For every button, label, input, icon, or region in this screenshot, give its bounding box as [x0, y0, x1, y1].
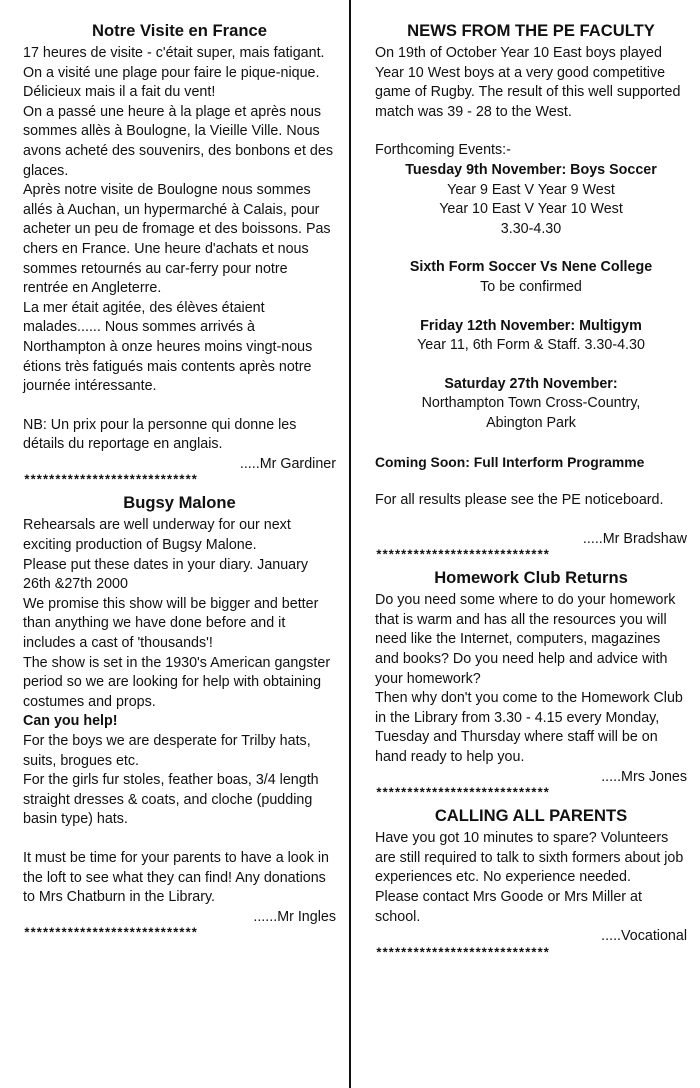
pe-event-title: Sixth Form Soccer Vs Nene College: [409, 259, 653, 276]
homework-paragraph: Do you need some where to do your homework that is warm and has all the resources you will need like the Internet, computers, magazines and books? Do you need help and advice with your homework?: [375, 592, 676, 687]
pe-event-line: Year 10 East V Year 10 West: [439, 201, 623, 218]
visite-paragraph: La mer était agitée, des élèves étaient malades...... Nous sommes arrivés à Northampton à onze heures moins vingt-nous étions très fatigués mais contents après notre journée intéressante.: [23, 299, 313, 395]
bugsy-title: Bugsy Malone: [123, 493, 236, 513]
visite-paragraph: Après notre visite de Boulogne nous sommes allés à Auchan, un hypermarché à Calais, pour acheter un peu de fromage et des boissons. Pas chers en France. Une heure d'achats et nous sommes retournés au car-ferry pour notre rentrée en Angleterre.: [23, 182, 331, 297]
visite-signature: .....Mr Gardiner: [239, 455, 336, 472]
visite-nb: NB: Un prix pour la personne qui donne les détails du reportage en anglais.: [23, 416, 297, 453]
visite-paragraph: On a passé une heure à la plage et après nous sommes allès à Boulogne, la Vieille Ville. Nous avons acheté des souvenirs, des bonbons et des glaces.: [23, 103, 333, 179]
bugsy-closing: It must be time for your parents to have a look in the loft to see what they can find! Any donations to Mrs Chatburn in the Library.: [23, 849, 329, 906]
parents-paragraph: Please contact Mrs Goode or Mrs Miller at school.: [375, 889, 642, 925]
parents-paragraph: Have you got 10 minutes to spare? Volunteers are still required to talk to sixth formers about job experiences etc. No experience needed.: [375, 830, 684, 886]
star-divider: ****************************: [23, 474, 197, 489]
pe-results: For all results please see the PE noticeboard.: [375, 492, 664, 509]
bugsy-paragraph: The show is set in the 1930's American gangster period so we are looking for help with obtaining costumes and props.: [23, 654, 331, 710]
parents-signature: .....Vocational: [601, 928, 687, 945]
star-divider: ****************************: [375, 787, 549, 802]
pe-intro: On 19th of October Year 10 East boys played Year 10 West boys at a very good competitive game of Rugby. The result of this well supported match was 39 - 28 to the West.: [375, 45, 681, 120]
pe-event-title: Friday 12th November: Multigym: [420, 317, 642, 334]
star-divider: ****************************: [375, 549, 549, 564]
pe-coming-soon: Coming Soon: Full Interform Programme: [375, 453, 645, 470]
parents-title: CALLING ALL PARENTS: [434, 806, 628, 826]
pe-event-line: Year 11, 6th Form & Staff. 3.30-4.30: [417, 337, 645, 354]
bugsy-paragraph: Rehearsals are well underway for our next exciting production of Bugsy Malone.: [23, 517, 291, 554]
pe-event-line: Abington Park: [486, 414, 576, 431]
pe-signature: .....Mr Bradshaw: [582, 530, 687, 547]
pe-event-line: 3.30-4.30: [500, 220, 562, 237]
pe-title: NEWS FROM THE PE FACULTY: [407, 21, 655, 40]
pe-event-title: Tuesday 9th November: Boys Soccer: [405, 161, 657, 178]
homework-paragraph: Then why don't you come to the Homework Club in the Library from 3.30 - 4.15 every Monday, Tuesday and Thursday where staff will be on hand ready to help you.: [375, 690, 683, 766]
bugsy-can-help: Can you help!: [23, 713, 118, 730]
bugsy-paragraph: For the boys we are desperate for Trilby hats, suits, brogues etc.: [23, 733, 311, 769]
star-divider: ****************************: [23, 927, 197, 942]
star-divider: ****************************: [375, 946, 549, 961]
right-column: [375, 8, 687, 961]
left-column: [23, 8, 336, 941]
homework-signature: .....Mrs Jones: [601, 768, 687, 785]
bugsy-paragraph: We promise this show will be bigger and better than anything we have done before and it includes a cast of 'thousands'!: [23, 595, 319, 652]
pe-event-line: Year 9 East V Year 9 West: [447, 181, 615, 198]
pe-event-line: To be confirmed: [480, 278, 582, 295]
bugsy-paragraph: For the girls fur stoles, feather boas, 3/4 length straight dresses & coats, and cloche (pudding basin type) hats.: [23, 772, 319, 828]
pe-event-title: Saturday 27th November:: [444, 375, 618, 392]
homework-title: Homework Club Returns: [434, 568, 628, 588]
pe-events-heading: Forthcoming Events:-: [375, 142, 511, 159]
column-divider: [349, 0, 351, 1088]
pe-event-line: Northampton Town Cross-Country,: [421, 395, 641, 412]
visite-title: Notre Visite en France: [92, 21, 267, 40]
visite-paragraph: 17 heures de visite - c'était super, mais fatigant. On a visité une plage pour faire le pique-nique. Délicieux mais il a fait du vent!: [23, 45, 325, 101]
bugsy-paragraph: Please put these dates in your diary. January 26th &27th 2000: [23, 556, 309, 593]
bugsy-signature: ......Mr Ingles: [253, 908, 336, 925]
